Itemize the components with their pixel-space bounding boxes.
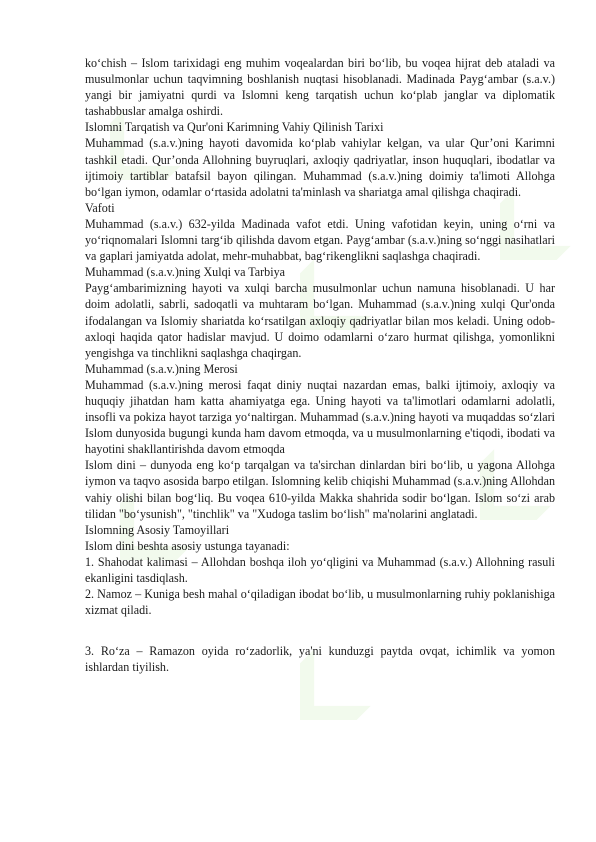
section-heading: Islom dini beshta asosiy ustunga tayanadi: xyxy=(85,538,290,553)
body-paragraph: Muhammad (s.a.v.)ning merosi faqat diniy nuqtai nazardan emas, balki ijtimoiy, axloqiy va huquqiy jihatdan ham katta ahamiyatga ega. Uning hayoti va ta'limotlari odamlarni adolatli, insofli va pokiza hayot tarziga yo‘naltirgan. Muhammad (s.a.v.)ning hayoti va muqaddas so‘zlari Islom dunyosida bugungi kunda ham davom etmoqda, va u musulmonlarning e'tiqodi, ibodati va hayotini shakllantirishda davom etmoqda xyxy=(85,377,555,457)
body-paragraph: 2. Namoz – Kuniga besh mahal o‘qiladigan ibodat bo‘lib, u musulmonlarning ruhiy poklanishiga xizmat qiladi. xyxy=(85,587,555,618)
section-heading: Islomni Tarqatish va Qur'oni Karimning Vahiy Qilinish Tarixi xyxy=(85,120,384,135)
section-heading: Vafoti xyxy=(85,200,115,215)
section-heading: Muhammad (s.a.v.)ning Xulqi va Tarbiya xyxy=(85,265,286,280)
body-paragraph: Payg‘ambarimizning hayoti va xulqi barcha musulmonlar uchun namuna hisoblanadi. U har doim adolatli, sabrli, sadoqatli va muhtaram bo‘lgan. Muhammad (s.a.v.)ning xulqi Qur'onda ifodalangan va Islomiy shariatda ko‘rsatilgan axloqiy qadriyatlar bilan mos keladi. Uning odob-axloqi haqida qator hadislar mavjud. U doimo odamlarni o‘zaro hurmat qilishga, yomonlikni yengishga va tinchlikni saqlashga chaqirgan. xyxy=(85,281,555,360)
body-paragraph: Islom dini – dunyoda eng ko‘p tarqalgan va ta'sirchan dinlardan biri bo‘lib, u yagona Allohga iymon va taqvo asosida barpo etilgan. Islomning kelib chiqishi Muhammad (s.a.v.)ning Allohdan vahiy olishi bilan bog‘liq. Bu voqea 610-yilda Makka shahrida sodir bo‘lgan. Islom so‘zi arab tilidan "bo‘ysunish", "tinchlik" va "Xudoga taslim bo‘lish" ma'nolarini anglatadi. xyxy=(85,458,555,521)
body-paragraph: Muhammad (s.a.v.)ning hayoti davomida ko‘plab vahiylar kelgan, va ular Qur’oni Karimni tashkil etadi. Qur’onda Allohning buyruqlari, axloqiy qadriyatlar, inson huquqlari, ibodatlar va ijtimoiy tartiblar batafsil bayon qilingan. Muhammad (s.a.v.)ning doimiy ta'limoti Allohga bo‘lgan iymon, odamlar o‘rtasida adolatni ta'minlash va shariatga amal qilishga chaqiradi. xyxy=(85,136,555,199)
section-heading: Islomning Asosiy Tamoyillari xyxy=(85,522,230,537)
section-heading: Muhammad (s.a.v.)ning Merosi xyxy=(85,361,238,376)
document-page xyxy=(85,55,555,675)
body-paragraph: 1. Shahodat kalimasi – Allohdan boshqa iloh yo‘qligini va Muhammad (s.a.v.) Allohning rasuli ekanligini tasdiqlash. xyxy=(85,554,555,585)
body-paragraph: 3. Ro‘za – Ramazon oyida ro‘zadorlik, ya'ni kunduzgi paytda ovqat, ichimlik va yomon ishlardan tiyilish. xyxy=(85,644,555,675)
body-paragraph: ko‘chish – Islom tarixidagi eng muhim voqealardan biri bo‘lib, bu voqea hijrat deb ataladi va musulmonlar uchun taqvimning boshlanish nuqtasi hisoblanadi. Madinada Payg‘ambar (s.a.v.) yangi bir jamiyatni qurdi va Islomni keng tarqatish uchun ko‘plab janglar va diplomatik tashabbuslar amalga oshirdi. xyxy=(85,56,555,119)
body-paragraph: Muhammad (s.a.v.) 632-yilda Madinada vafot etdi. Uning vafotidan keyin, uning o‘rni va yo‘riqnomalari Islomni targ‘ib qilishda davom etgan. Payg‘ambar (s.a.v.)ning so‘nggi nasihatlari va gaplari jamiyatda adolat, mehr-muhabbat, bag‘rikenglikni saqlashga chaqiradi. xyxy=(85,216,555,264)
paragraph-spacer xyxy=(85,618,555,643)
